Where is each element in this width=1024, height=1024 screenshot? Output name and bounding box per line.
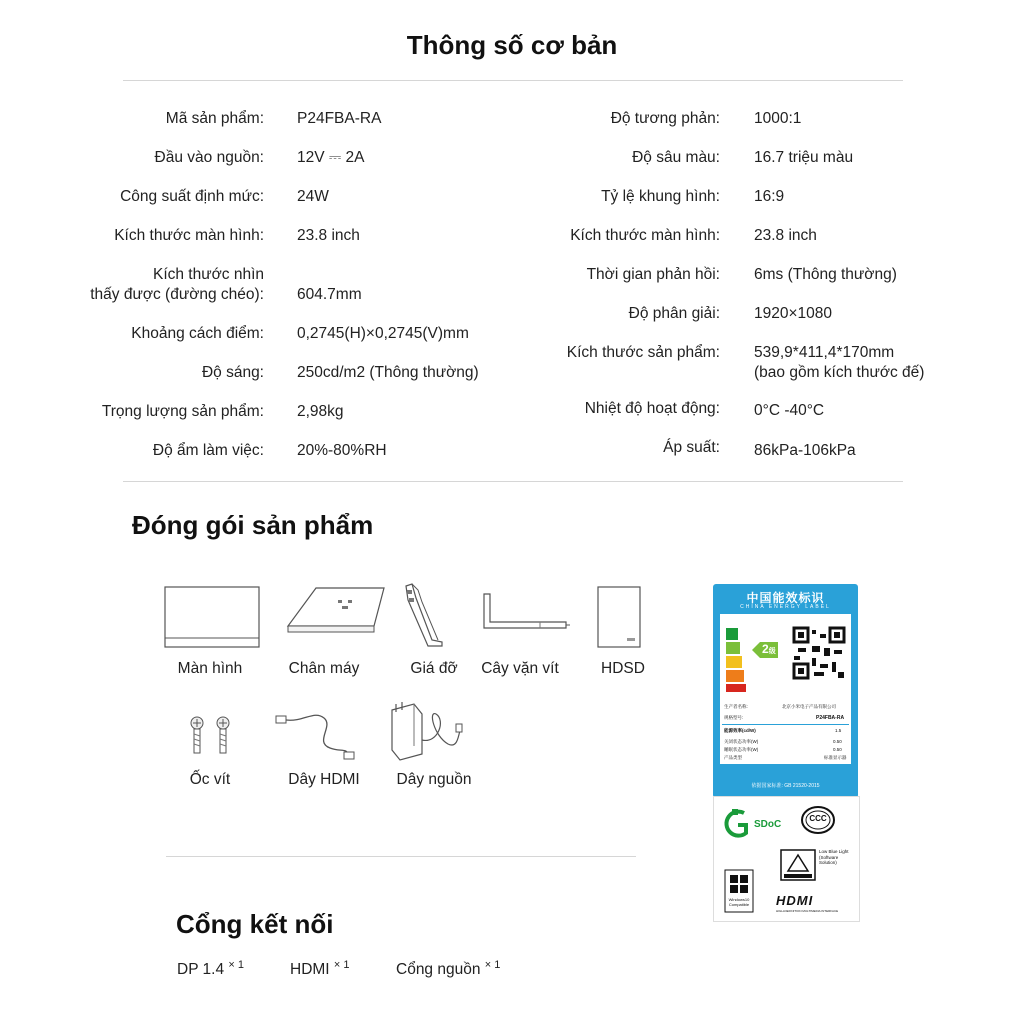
package-item-label: Ốc vít bbox=[189, 771, 231, 788]
spec-value: 16:9 bbox=[754, 188, 785, 205]
energy-grade bbox=[762, 642, 776, 656]
port-count: × 1 bbox=[228, 959, 245, 971]
manual-icon bbox=[597, 586, 641, 648]
certification-panel bbox=[713, 796, 860, 922]
spec-label: Độ sâu màu: bbox=[632, 149, 720, 166]
port-name: Cổng nguồn bbox=[396, 961, 481, 979]
spec-label: Trọng lượng sản phẩm: bbox=[101, 403, 264, 420]
spec-label: Kích thước màn hình: bbox=[570, 227, 720, 244]
spec-value: 0°C -40°C bbox=[754, 402, 825, 419]
port-item-dp bbox=[177, 959, 244, 979]
energy-grade-value: 2 bbox=[762, 642, 769, 656]
energy-label-body bbox=[720, 614, 851, 764]
energy-grade-bars bbox=[726, 622, 780, 694]
spec-label: Độ tương phản: bbox=[610, 110, 720, 127]
spec-value: P24FBA-RA bbox=[297, 110, 382, 127]
power-adapter-icon bbox=[388, 700, 468, 764]
energy-row-divider bbox=[722, 724, 849, 725]
spec-label: Độ sáng: bbox=[201, 364, 264, 381]
energy-label bbox=[713, 584, 858, 798]
spec-label: Công suất định mức: bbox=[120, 188, 264, 205]
packaging-divider bbox=[166, 856, 636, 857]
manufacturer-value: 北京小米电子产品有限公司 bbox=[782, 704, 836, 709]
spec-label: Độ ẩm làm việc: bbox=[152, 442, 264, 459]
low-blue-light-line2: (Software bbox=[819, 854, 839, 860]
spec-value: 539,9*411,4*170mm bbox=[754, 344, 895, 361]
ports-title: Cổng kết nối bbox=[176, 909, 334, 939]
low-blue-light-line3: Solution) bbox=[819, 860, 837, 865]
energy-row-label: 能源效率(cd/W) bbox=[724, 728, 756, 733]
spec-value: 1000:1 bbox=[754, 110, 802, 127]
spec-label: Khoảng cách điểm: bbox=[131, 325, 264, 342]
package-item-label: Chân máy bbox=[288, 660, 360, 677]
spec-value: 23.8 inch bbox=[297, 227, 360, 244]
port-name: DP 1.4 bbox=[177, 961, 225, 979]
port-count: × 1 bbox=[333, 959, 350, 971]
spec-value: 86kPa-106kPa bbox=[754, 442, 856, 459]
package-item-label: Màn hình bbox=[177, 660, 243, 677]
spec-label: Tỷ lệ khung hình: bbox=[601, 188, 720, 205]
spec-label: Áp suất: bbox=[663, 439, 720, 456]
hex-key-icon bbox=[480, 592, 572, 636]
sdoc-text: SDoC bbox=[754, 819, 782, 830]
ccc-text: CCC bbox=[809, 814, 827, 823]
model-label: 规格型号: bbox=[724, 715, 744, 720]
stand-arm-icon bbox=[398, 580, 448, 650]
spec-label: Mã sản phẩm: bbox=[165, 110, 264, 127]
port-count: × 1 bbox=[484, 959, 501, 971]
package-item-label: Cây vặn vít bbox=[481, 660, 559, 677]
hdmi-cable-icon bbox=[274, 708, 358, 764]
spec-label: Nhiệt độ hoạt động: bbox=[584, 400, 720, 417]
low-blue-light-logo-icon bbox=[780, 849, 816, 881]
energy-row-value: 0.50 bbox=[833, 739, 842, 744]
energy-row-label: 关闭状态功率(W) bbox=[724, 739, 759, 744]
base-plate-icon bbox=[286, 586, 386, 638]
energy-label-title-en: CHINA ENERGY LABEL bbox=[740, 604, 831, 610]
monitor-icon bbox=[164, 586, 260, 648]
spec-value: 20%-80%RH bbox=[297, 442, 387, 459]
spec-value: 24W bbox=[297, 188, 329, 205]
spec-value: 16.7 triệu màu bbox=[754, 149, 854, 166]
spec-label: Độ phân giải: bbox=[628, 305, 720, 322]
energy-standard: 依据国家标准: GB 21520-2015 bbox=[751, 783, 820, 789]
port-item-hdmi bbox=[290, 959, 350, 979]
spec-label: Kích thước màn hình: bbox=[114, 227, 264, 244]
windows-line1: Windows10 bbox=[728, 897, 750, 902]
spec-value: 1920×1080 bbox=[754, 305, 833, 322]
spec-value: 250cd/m2 (Thông thường) bbox=[297, 364, 479, 381]
screws-icon bbox=[184, 716, 240, 756]
energy-label-title-cn: 中国能效标识 bbox=[746, 591, 825, 605]
package-item-label: Giá đỡ bbox=[410, 660, 458, 677]
spec-value: 2,98kg bbox=[297, 403, 344, 420]
port-name: HDMI bbox=[290, 961, 330, 979]
spec-label-line1: Kích thước nhìn bbox=[152, 266, 264, 283]
page-title: Thông số cơ bản bbox=[406, 30, 618, 60]
energy-row-label: 产品类型 bbox=[724, 755, 742, 760]
spec-label: Kích thước sản phẩm: bbox=[566, 344, 720, 361]
manufacturer-label: 生产者名称: bbox=[724, 704, 748, 709]
spec-value: 6ms (Thông thường) bbox=[754, 266, 897, 283]
low-blue-light-text bbox=[819, 849, 849, 866]
spec-value: 23.8 inch bbox=[754, 227, 817, 244]
energy-row-value: 标准显示器 bbox=[824, 755, 847, 760]
energy-row-value: 0.50 bbox=[833, 747, 842, 752]
package-item-label: Dây HDMI bbox=[288, 771, 360, 788]
hdmi-logo: HDMI bbox=[776, 893, 814, 908]
spec-label: Thời gian phản hồi: bbox=[586, 266, 720, 283]
spec-label: Đầu vào nguồn: bbox=[154, 149, 264, 166]
windows-line2: Compatible bbox=[728, 902, 750, 907]
model-value: P24FBA-RA bbox=[816, 715, 845, 721]
packaging-title: Đóng gói sản phẩm bbox=[132, 510, 374, 540]
spec-value: 604.7mm bbox=[297, 286, 362, 303]
energy-grade-suffix: 级 bbox=[768, 648, 776, 655]
spec-label: thấy được (đường chéo): bbox=[90, 286, 264, 303]
low-blue-light-line1: Low Blue Light bbox=[819, 849, 849, 854]
package-item-label: Dây nguồn bbox=[396, 771, 472, 788]
title-divider bbox=[123, 80, 903, 81]
qr-code-icon bbox=[792, 626, 846, 680]
spec-value-line2: (bao gồm kích thước đế) bbox=[754, 364, 925, 381]
package-item-label: HDSD bbox=[601, 660, 645, 677]
energy-row-label: 睡眠状态功率(W) bbox=[724, 747, 759, 752]
windows-compat-text bbox=[724, 897, 754, 907]
hdmi-logo-subtitle: HIGH-DEFINITION MULTIMEDIA INTERFACE bbox=[776, 909, 839, 913]
sdoc-logo-icon bbox=[722, 807, 752, 841]
spec-value: 0,2745(H)×0,2745(V)mm bbox=[297, 325, 469, 342]
port-item-power bbox=[396, 959, 500, 979]
spec-value: 12V ⎓ 2A bbox=[297, 149, 365, 166]
specs-divider bbox=[123, 481, 903, 482]
energy-row-value: 1.5 bbox=[835, 728, 842, 733]
